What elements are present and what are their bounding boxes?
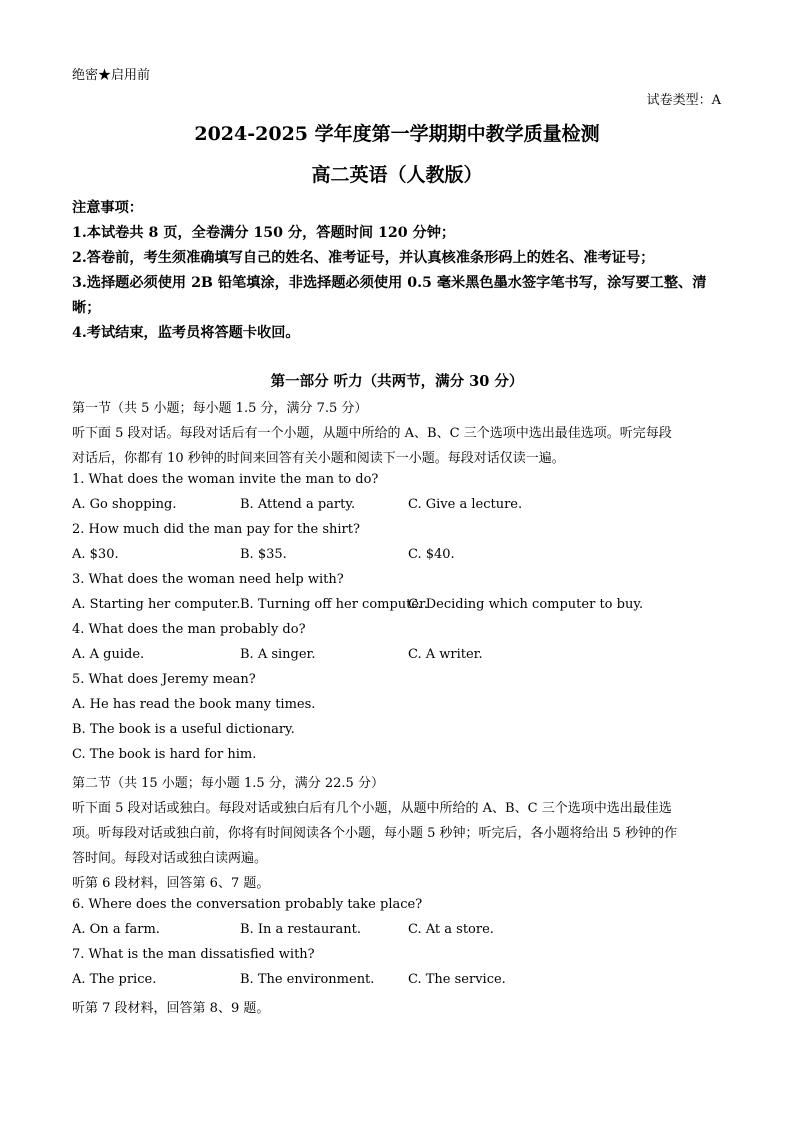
option-c: C. At a store. bbox=[408, 922, 494, 937]
option-b: B. A singer. bbox=[240, 647, 316, 662]
subject-title: 高二英语（人教版） bbox=[311, 164, 483, 186]
section2-instructions: 答时间。每段对话或独白读两遍。 bbox=[72, 851, 268, 866]
option-c: C. Deciding which computer to buy. bbox=[408, 597, 644, 612]
material-7-label: 听第 7 段材料，回答第 8、9 题。 bbox=[72, 1001, 270, 1016]
section2-instructions: 听下面 5 段对话或独白。每段对话或独白后有几个小题，从题中所给的 A、B、C 三个选项中选出最佳选 bbox=[72, 801, 672, 816]
note-item: 2.答卷前，考生须准确填写自己的姓名、准考证号，并认真核准条形码上的姓名、准考证号； bbox=[72, 250, 655, 266]
exam-title: 2024-2025 学年度第一学期期中教学质量检测 bbox=[194, 123, 600, 145]
option-a: A. Go shopping. bbox=[72, 497, 177, 512]
paper-type-label: 试卷类型：A bbox=[646, 93, 721, 108]
material-6-label: 听第 6 段材料，回答第 6、7 题。 bbox=[72, 876, 270, 891]
option-a: A. He has read the book many times. bbox=[72, 697, 316, 712]
option-b: B. In a restaurant. bbox=[240, 922, 361, 937]
confidential-label: 绝密★启用前 bbox=[72, 68, 151, 83]
question-1: 1. What does the woman invite the man to do? bbox=[72, 472, 379, 487]
notes-block bbox=[72, 196, 722, 346]
note-item: 3.选择题必须使用 2B 铅笔填涂，非选择题必须使用 0.5 毫米黑色墨水签字笔书写，涂写要工整、清晰； bbox=[72, 275, 707, 316]
option-b: B. $35. bbox=[240, 547, 287, 562]
listening-body bbox=[72, 397, 722, 1017]
option-b: B. Turning off her computer. bbox=[240, 597, 429, 612]
option-c: C. $40. bbox=[408, 547, 455, 562]
option-c: C. The service. bbox=[408, 972, 506, 987]
section2-heading: 第二节（共 15 小题；每小题 1.5 分，满分 22.5 分） bbox=[72, 776, 384, 791]
notes-heading: 注意事项： bbox=[72, 200, 143, 216]
option-a: A. $30. bbox=[72, 547, 119, 562]
option-b: B. The environment. bbox=[240, 972, 375, 987]
option-a: A. Starting her computer. bbox=[72, 597, 241, 612]
part1-heading: 第一部分 听力（共两节，满分 30 分） bbox=[270, 373, 524, 390]
section1-heading: 第一节（共 5 小题；每小题 1.5 分，满分 7.5 分） bbox=[72, 401, 368, 416]
question-3: 3. What does the woman need help with? bbox=[72, 572, 344, 587]
option-a: A. A guide. bbox=[72, 647, 145, 662]
option-c: C. The book is hard for him. bbox=[72, 747, 257, 762]
question-2: 2. How much did the man pay for the shirt? bbox=[72, 522, 360, 537]
option-b: B. Attend a party. bbox=[240, 497, 356, 512]
option-c: C. Give a lecture. bbox=[408, 497, 523, 512]
question-5: 5. What does Jeremy mean? bbox=[72, 672, 256, 687]
section2-instructions: 项。听每段对话或独白前，你将有时间阅读各个小题，每小题 5 秒钟；听完后，各小题将给出 5 秒钟的作 bbox=[72, 826, 678, 841]
option-a: A. The price. bbox=[72, 972, 157, 987]
section1-instructions: 对话后，你都有 10 秒钟的时间来回答有关小题和阅读下一小题。每段对话仅读一遍。 bbox=[72, 451, 565, 466]
note-item: 4.考试结束，监考员将答题卡收回。 bbox=[72, 325, 300, 341]
question-6: 6. Where does the conversation probably take place? bbox=[72, 897, 423, 912]
note-item: 1.本试卷共 8 页，全卷满分 150 分，答题时间 120 分钟； bbox=[72, 225, 456, 241]
section1-instructions: 听下面 5 段对话。每段对话后有一个小题，从题中所给的 A、B、C 三个选项中选出最佳选项。听完每段 bbox=[72, 426, 672, 441]
option-c: C. A writer. bbox=[408, 647, 483, 662]
option-b: B. The book is a useful dictionary. bbox=[72, 722, 295, 737]
question-4: 4. What does the man probably do? bbox=[72, 622, 306, 637]
option-a: A. On a farm. bbox=[72, 922, 160, 937]
question-7: 7. What is the man dissatisfied with? bbox=[72, 947, 315, 962]
